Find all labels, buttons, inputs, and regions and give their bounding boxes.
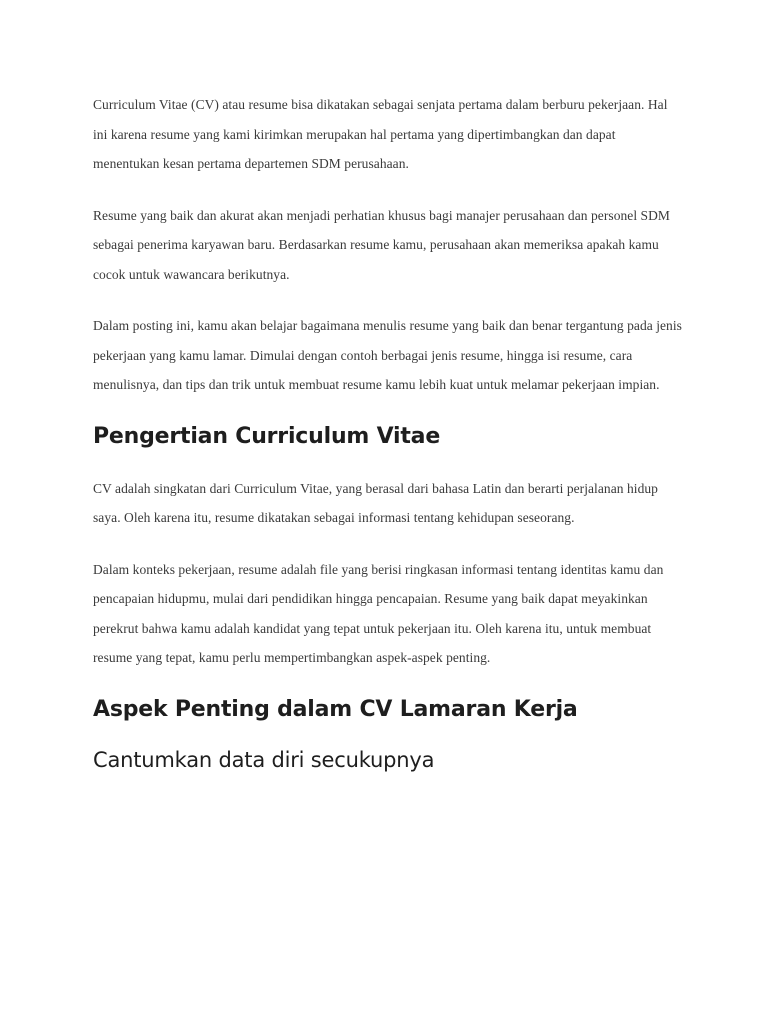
section1-paragraph-1: CV adalah singkatan dari Curriculum Vitae, yang berasal dari bahasa Latin dan berarti perjalanan hidup saya. Oleh karena itu, resume dikatakan sebagai informasi tentang kehidupan seseorang.: [93, 480, 658, 525]
section-heading-pengertian: Pengertian Curriculum Vitae: [93, 423, 441, 449]
document-page: [93, 90, 683, 775]
intro-paragraph-3: Dalam posting ini, kamu akan belajar bagaimana menulis resume yang baik dan benar tergantung pada jenis pekerjaan yang kamu lamar. Dimulai dengan contoh berbagai jenis resume, hingga isi resume, cara menulisnya, dan tips dan trik untuk membuat resume kamu lebih kuat untuk melamar pekerjaan impian.: [93, 318, 682, 392]
section-heading-aspek: Aspek Penting dalam CV Lamaran Kerja: [93, 696, 578, 722]
subheading-data-diri: Cantumkan data diri secukupnya: [93, 747, 435, 772]
section1-paragraph-2: Dalam konteks pekerjaan, resume adalah file yang berisi ringkasan informasi tentang identitas kamu dan pencapaian hidupmu, mulai dari pendidikan hingga pencapaian. Resume yang baik dapat meyakinkan perekrut bahwa kamu adalah kandidat yang tepat untuk pekerjaan itu. Oleh karena itu, untuk membuat resume yang tepat, kamu perlu mempertimbangkan aspek-aspek penting.: [93, 561, 664, 665]
intro-paragraph-1: Curriculum Vitae (CV) atau resume bisa dikatakan sebagai senjata pertama dalam berburu pekerjaan. Hal ini karena resume yang kami kirimkan merupakan hal pertama yang dipertimbangkan dan dapat menentukan kesan pertama departemen SDM perusahaan.: [93, 97, 668, 171]
intro-paragraph-2: Resume yang baik dan akurat akan menjadi perhatian khusus bagi manajer perusahaan dan personel SDM sebagai penerima karyawan baru. Berdasarkan resume kamu, perusahaan akan memeriksa apakah kamu cocok untuk wawancara berikutnya.: [93, 207, 670, 282]
